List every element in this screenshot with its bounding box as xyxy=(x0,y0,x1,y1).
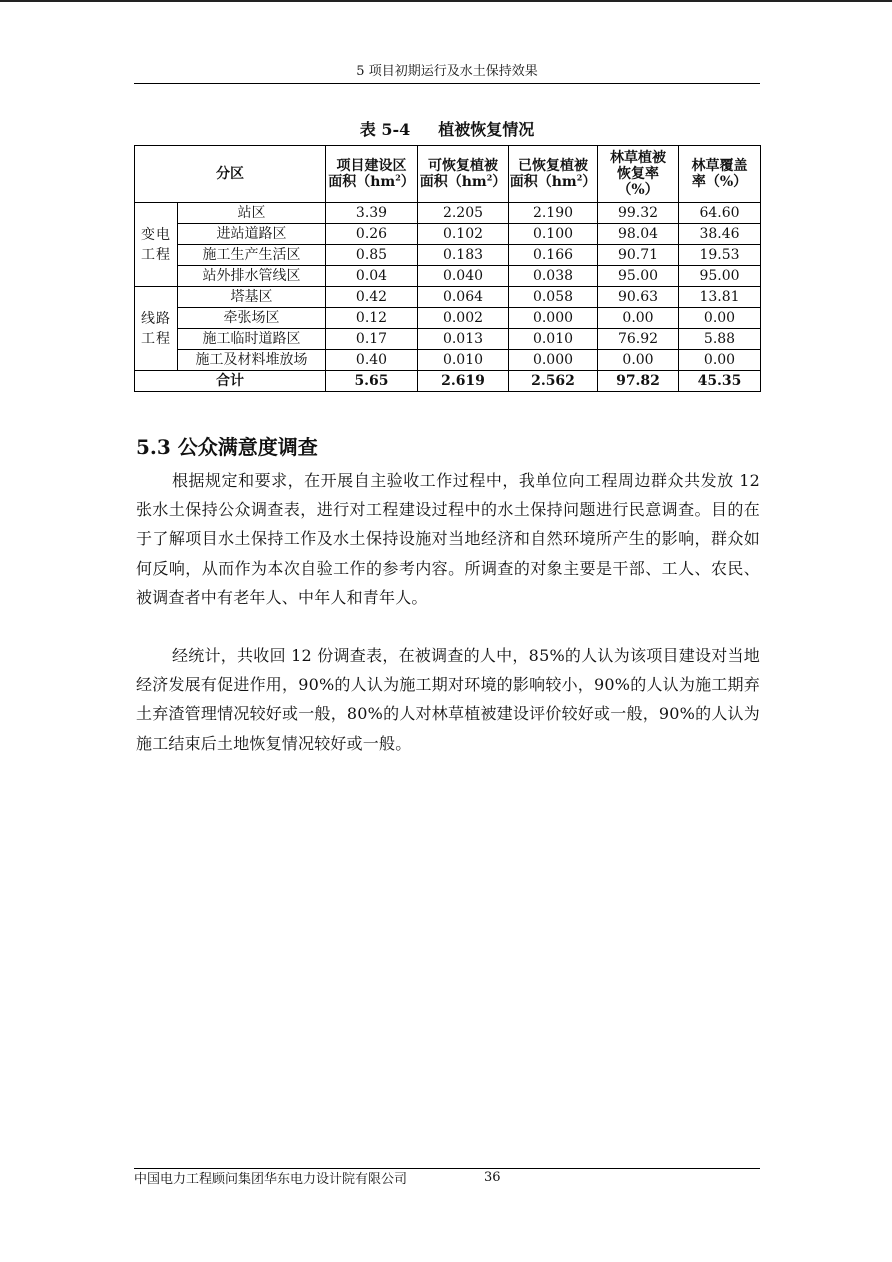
table-row xyxy=(135,308,761,329)
header-zone: 分区 xyxy=(135,146,326,203)
cell-rate: 76.92 xyxy=(598,329,679,350)
body-paragraph-1: 根据规定和要求，在开展自主验收工作过程中，我单位向工程周边群众共发放 12 张水土保持公众调查表，进行对工程建设过程中的水土保持问题进行民意调查。目的在于了解项目水土保持工作及水土保持设施对当地经济和自然环境所产生的影响，群众如何反响，从而作为本次自验工作的参考内容。所调查的对象主要是干部、工人、农民、被调查者中有老年人、中年人和青年人。 xyxy=(136,471,760,607)
cell-area: 3.39 xyxy=(326,203,418,224)
cell-recoverable: 0.183 xyxy=(418,245,509,266)
top-border-line xyxy=(0,0,892,2)
row-name: 施工生产生活区 xyxy=(178,245,326,266)
cell-coverage: 13.81 xyxy=(679,287,761,308)
cell-recoverable: 0.040 xyxy=(418,266,509,287)
total-area: 5.65 xyxy=(326,371,418,392)
table-row xyxy=(135,203,761,224)
body-paragraph-2: 经统计，共收回 12 份调查表，在被调查的人中，85%的人认为该项目建设对当地经济发展有促进作用，90%的人认为施工期对环境的影响较小，90%的人认为施工期弃土弃渣管理情况较好或一般，80%的人对林草植被建设评价较好或一般，90%的人认为施工结束后土地恢复情况较好或一般。 xyxy=(136,646,760,753)
cell-recoverable: 0.102 xyxy=(418,224,509,245)
cell-area: 0.26 xyxy=(326,224,418,245)
total-recovered: 2.562 xyxy=(509,371,598,392)
cell-recovered: 0.038 xyxy=(509,266,598,287)
cell-area: 0.12 xyxy=(326,308,418,329)
footer-organization: 中国电力工程顾问集团华东电力设计院有限公司 xyxy=(134,1172,408,1187)
cell-recoverable: 0.010 xyxy=(418,350,509,371)
header-recovery-rate: 林草植被 恢复率 （%） xyxy=(598,146,679,203)
cell-recovered: 0.000 xyxy=(509,308,598,329)
cell-area: 0.17 xyxy=(326,329,418,350)
header-recoverable-area: 可恢复植被 面积$(hm^2)$ xyxy=(418,146,509,203)
total-coverage: 45.35 xyxy=(679,371,761,392)
section-heading: 5.3 公众满意度调查 xyxy=(136,435,318,459)
cell-coverage: 38.46 xyxy=(679,224,761,245)
header-coverage-rate: 林草覆盖 率（%） xyxy=(679,146,761,203)
cell-coverage: 95.00 xyxy=(679,266,761,287)
row-name: 站区 xyxy=(178,203,326,224)
cell-area: 0.85 xyxy=(326,245,418,266)
cell-coverage: 5.88 xyxy=(679,329,761,350)
row-name: 塔基区 xyxy=(178,287,326,308)
vegetation-recovery-table xyxy=(134,145,761,392)
table-header-row xyxy=(135,146,761,203)
row-name: 进站道路区 xyxy=(178,224,326,245)
cell-rate: 90.63 xyxy=(598,287,679,308)
cell-area: 0.40 xyxy=(326,350,418,371)
row-name: 牵张场区 xyxy=(178,308,326,329)
total-recoverable: 2.619 xyxy=(418,371,509,392)
cell-coverage: 64.60 xyxy=(679,203,761,224)
cell-area: 0.42 xyxy=(326,287,418,308)
cell-recoverable: 0.064 xyxy=(418,287,509,308)
table-row xyxy=(135,224,761,245)
cell-recovered: 0.000 xyxy=(509,350,598,371)
header-rule xyxy=(134,83,760,84)
cell-coverage: 19.53 xyxy=(679,245,761,266)
cell-recoverable: 2.205 xyxy=(418,203,509,224)
table-caption-number: 表 5-4 xyxy=(359,120,411,139)
cell-recoverable: 0.002 xyxy=(418,308,509,329)
running-header: 5 项目初期运行及水土保持效果 xyxy=(356,64,538,79)
table-row xyxy=(135,329,761,350)
table-caption-title: 植被恢复情况 xyxy=(438,120,535,139)
page-number: 36 xyxy=(484,1170,501,1185)
cell-area: 0.04 xyxy=(326,266,418,287)
cell-recovered: 0.010 xyxy=(509,329,598,350)
cell-rate: 0.00 xyxy=(598,350,679,371)
header-construction-area: 项目建设区 面积$(hm^2)$ xyxy=(326,146,418,203)
cell-coverage: 0.00 xyxy=(679,350,761,371)
cell-rate: 98.04 xyxy=(598,224,679,245)
table-caption xyxy=(134,119,760,141)
total-label: 合计 xyxy=(135,371,326,392)
table-row xyxy=(135,266,761,287)
group-transmission-line: 线路 工程 xyxy=(135,287,178,371)
cell-rate: 99.32 xyxy=(598,203,679,224)
header-recovered-area: 已恢复植被 面积$(hm^2)$ xyxy=(509,146,598,203)
row-name: 施工临时道路区 xyxy=(178,329,326,350)
total-rate: 97.82 xyxy=(598,371,679,392)
table-row xyxy=(135,245,761,266)
cell-recovered: 0.166 xyxy=(509,245,598,266)
table-row xyxy=(135,287,761,308)
table-row xyxy=(135,350,761,371)
group-substation: 变电 工程 xyxy=(135,203,178,287)
row-name: 站外排水管线区 xyxy=(178,266,326,287)
cell-rate: 0.00 xyxy=(598,308,679,329)
row-name: 施工及材料堆放场 xyxy=(178,350,326,371)
footer-rule xyxy=(134,1168,760,1169)
cell-rate: 90.71 xyxy=(598,245,679,266)
cell-coverage: 0.00 xyxy=(679,308,761,329)
cell-recovered: 0.058 xyxy=(509,287,598,308)
cell-rate: 95.00 xyxy=(598,266,679,287)
cell-recovered: 2.190 xyxy=(509,203,598,224)
cell-recovered: 0.100 xyxy=(509,224,598,245)
table-total-row xyxy=(135,371,761,392)
cell-recoverable: 0.013 xyxy=(418,329,509,350)
